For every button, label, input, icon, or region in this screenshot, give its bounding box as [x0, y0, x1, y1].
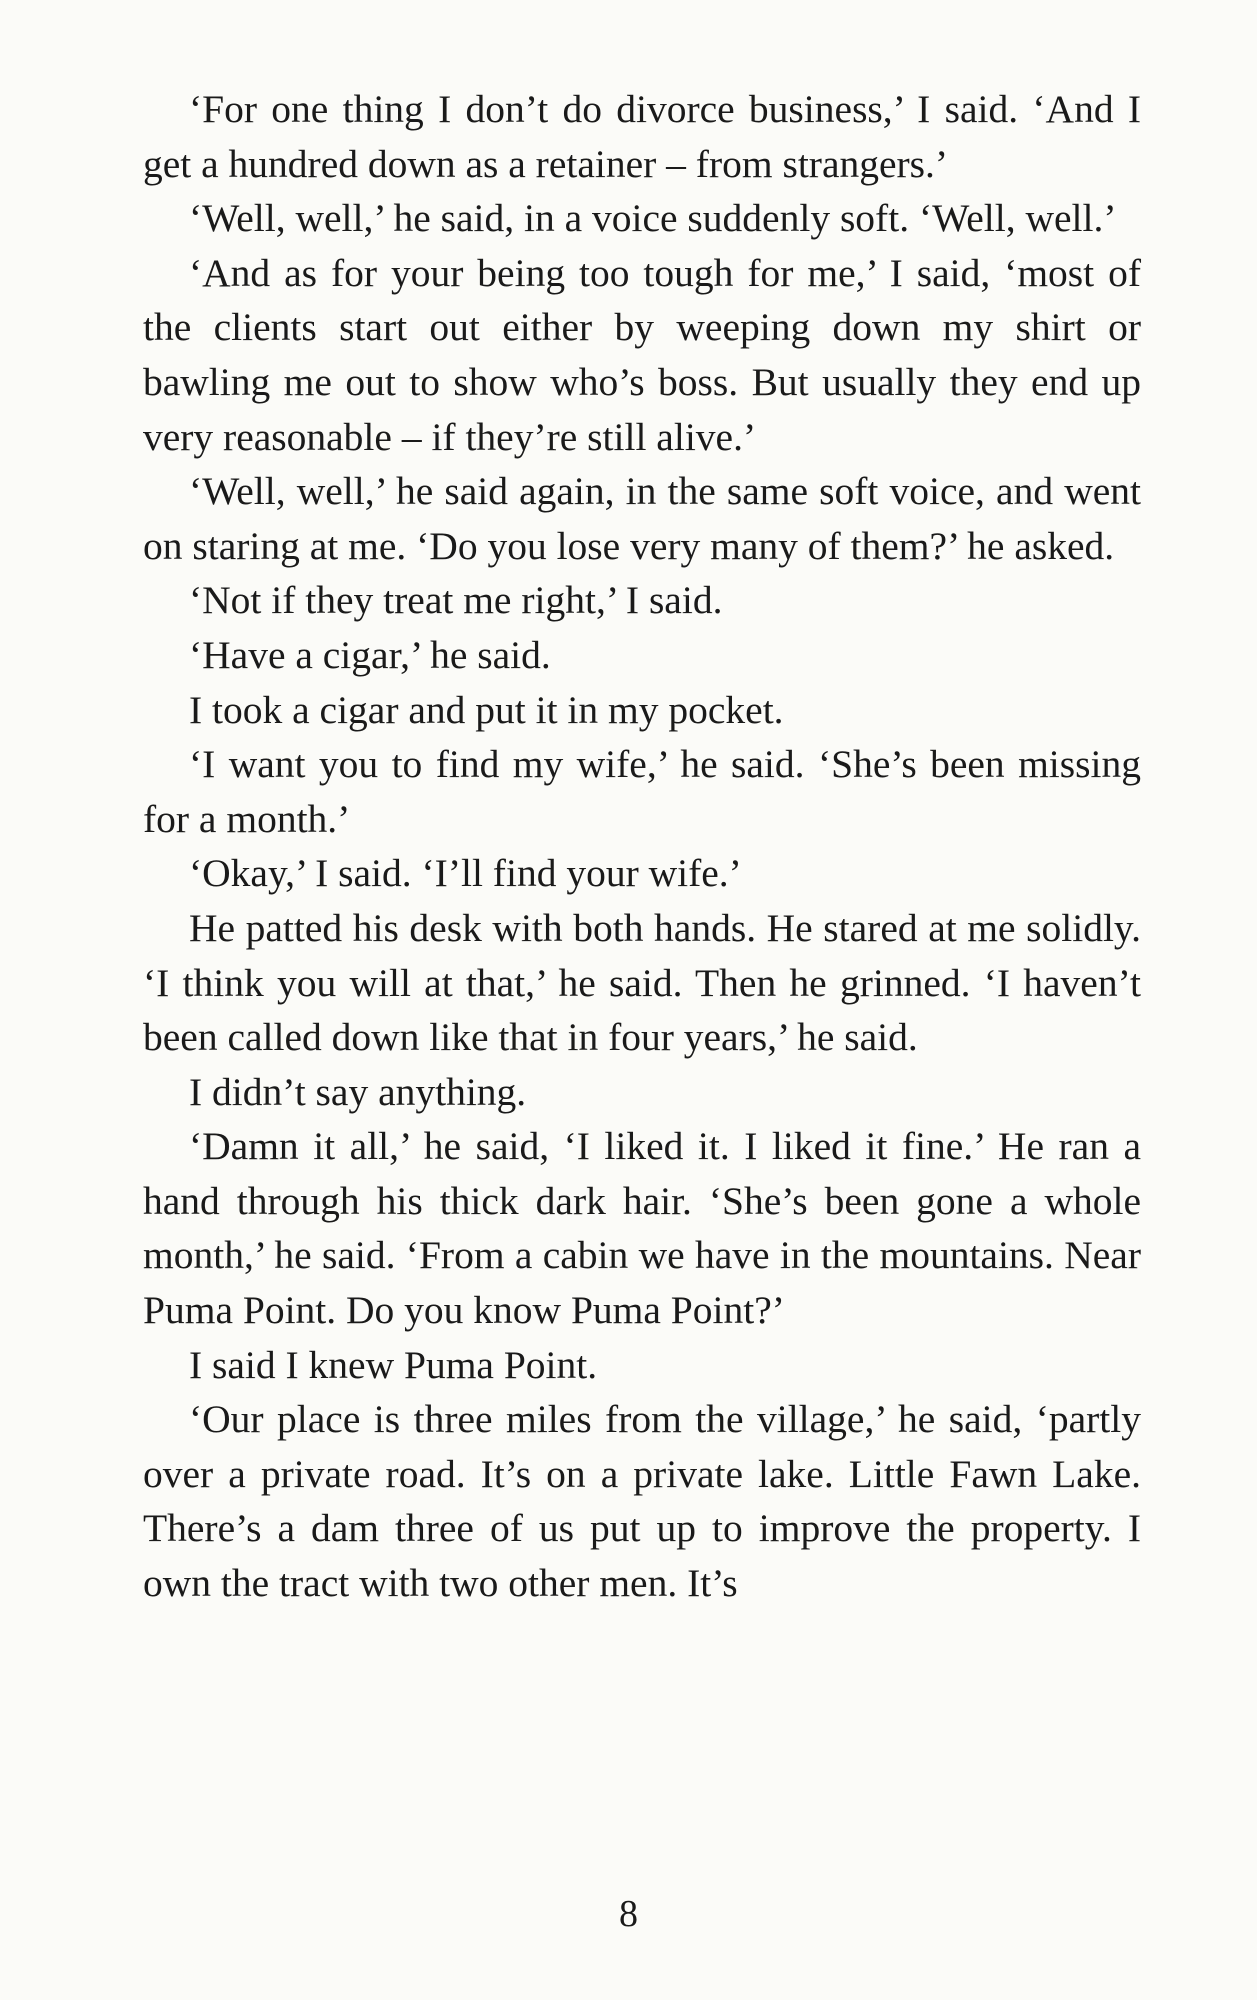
paragraph: ‘Have a cigar,’ he said. [189, 632, 551, 677]
paragraph: He patted his desk with both hands. He stared at me solidly. ‘I think you will at that,’ he said. Then he grinned. ‘I haven’t been called down like that in four years,’ he said. [143, 905, 1141, 1060]
page-number: 8 [619, 1893, 638, 1935]
paragraph: ‘And as for your being too tough for me,’ I said, ‘most of the clients start out either by weeping down my shirt or bawling me out to show who’s boss. But usually they end up very reasonable – if they’re still alive.’ [143, 250, 1141, 459]
paragraph: I said I knew Puma Point. [189, 1342, 598, 1387]
paragraph: ‘Well, well,’ he said, in a voice suddenly soft. ‘Well, well.’ [189, 196, 1117, 241]
body-text [143, 82, 1141, 1611]
paragraph: ‘Not if they treat me right,’ I said. [189, 578, 723, 623]
paragraph: ‘Damn it all,’ he said, ‘I liked it. I liked it fine.’ He ran a hand through his thick dark hair. ‘She’s been gone a whole month,’ he said. ‘From a cabin we have in the mountains. Near Puma Point. Do you know Puma Point?’ [143, 1124, 1141, 1333]
paragraph: ‘For one thing I don’t do divorce business,’ I said. ‘And I get a hundred down as a retainer – from strangers.’ [143, 87, 1141, 186]
paragraph: ‘Okay,’ I said. ‘I’ll find your wife.’ [189, 851, 742, 896]
paragraph: ‘I want you to find my wife,’ he said. ‘She’s been missing for a month.’ [143, 742, 1141, 841]
paragraph: I didn’t say anything. [189, 1069, 527, 1114]
paragraph: ‘Our place is three miles from the village,’ he said, ‘partly over a private road. It’s on a private lake. Little Fawn Lake. There’s a dam three of us put up to improve the property. I own the tract with two other men. It’s [143, 1397, 1141, 1606]
paragraph: ‘Well, well,’ he said again, in the same soft voice, and went on staring at me. ‘Do you lose very many of them?’ he asked. [143, 469, 1141, 568]
paragraph: I took a cigar and put it in my pocket. [189, 687, 784, 732]
